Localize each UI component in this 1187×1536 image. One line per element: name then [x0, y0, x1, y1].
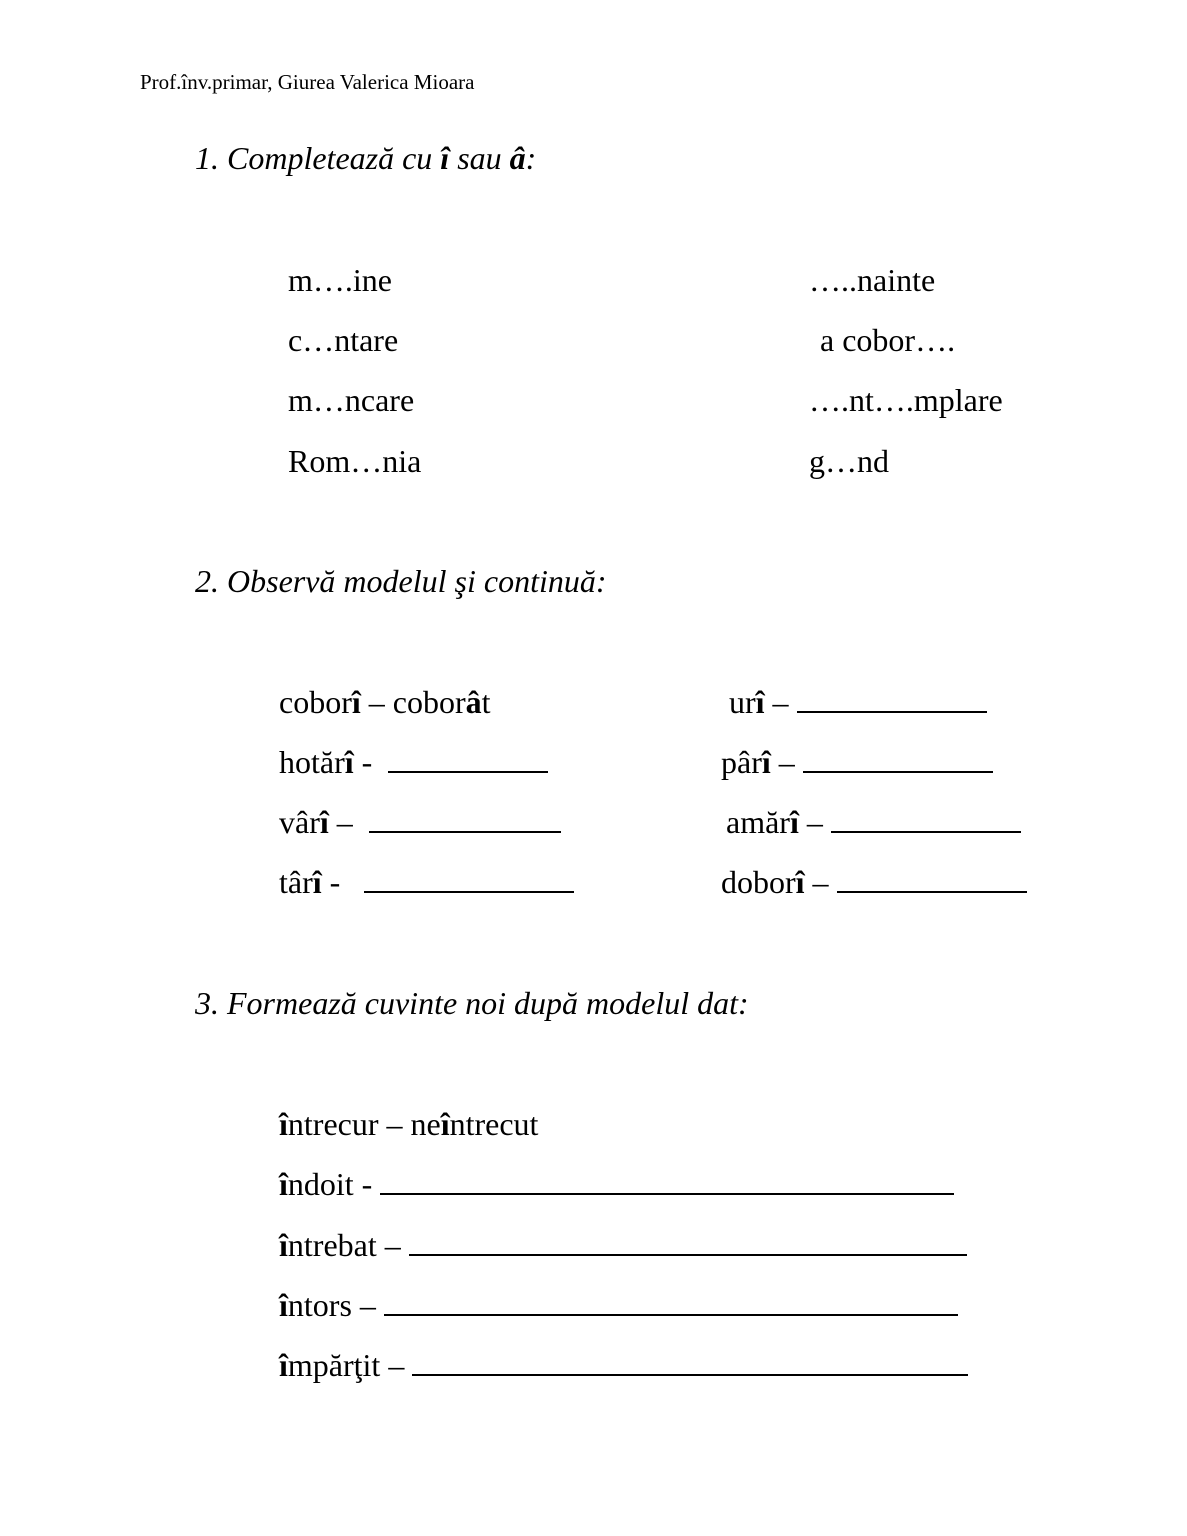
ex1-left-word: c…ntare: [288, 322, 399, 358]
ex1-left-word: m…ncare: [288, 382, 415, 418]
answer-line[interactable]: [797, 687, 987, 713]
word: ndoit -: [287, 1166, 381, 1202]
answer-line[interactable]: [409, 1230, 967, 1256]
ex1-heading-letter-a: â: [509, 140, 526, 176]
sep: –: [328, 804, 369, 840]
letter: î: [344, 744, 354, 780]
word: ntors –: [287, 1287, 384, 1323]
letter: î: [312, 864, 322, 900]
ex1-left-word: Rom…nia: [288, 443, 422, 479]
exercise-3-heading: 3. Formează cuvinte noi după modelul dat:: [195, 985, 749, 1021]
answer-line[interactable]: [380, 1169, 954, 1195]
ex3-item: [279, 1287, 958, 1324]
word: hotăr: [279, 744, 345, 780]
exercise-2-heading: 2. Observă modelul şi continuă:: [195, 563, 607, 599]
exercise-1-heading: [195, 140, 536, 177]
letter: î: [279, 1227, 288, 1263]
ex2-right-item: [721, 864, 1027, 901]
ex2-left-item: [279, 744, 548, 781]
ex1-heading-post: :: [525, 140, 537, 176]
letter: î: [440, 1106, 450, 1142]
letter: î: [279, 1347, 288, 1383]
ex2-model-sep: –: [360, 684, 393, 720]
letter: î: [279, 1287, 288, 1323]
letter: î: [755, 684, 765, 720]
word: târ: [279, 864, 313, 900]
word: mpărţit –: [287, 1347, 413, 1383]
ex1-right-word: g…nd: [809, 443, 889, 479]
ex2-right-item: [726, 804, 1021, 841]
answer-line[interactable]: [831, 807, 1021, 833]
word: pâr: [721, 744, 762, 780]
ex2-model-w2a: cobor: [392, 684, 466, 720]
answer-line[interactable]: [803, 747, 993, 773]
sep: -: [321, 864, 365, 900]
answer-line[interactable]: [369, 807, 561, 833]
ex1-left-word: m….ine: [288, 262, 392, 298]
letter: î: [319, 804, 329, 840]
answer-line[interactable]: [412, 1350, 968, 1376]
author-header: Prof.înv.primar, Giurea Valerica Mioara: [140, 70, 475, 94]
ex3-item: [279, 1227, 967, 1264]
word: ur: [729, 684, 756, 720]
ex2-model-w2c: t: [481, 684, 491, 720]
ex2-right-item: [729, 684, 987, 721]
answer-line[interactable]: [388, 747, 548, 773]
letter: î: [761, 744, 771, 780]
sep: -: [353, 744, 389, 780]
sep: –: [798, 804, 831, 840]
ex2-model: [279, 684, 491, 721]
letter: î: [279, 1106, 288, 1142]
word: vâr: [279, 804, 320, 840]
ex2-left-item: [279, 864, 574, 901]
ex1-right-word: …..nainte: [809, 262, 936, 298]
ex3-item: [279, 1347, 968, 1384]
word: amăr: [726, 804, 790, 840]
letter: î: [795, 864, 805, 900]
ex2-model-w1b: î: [351, 684, 361, 720]
sep: –: [804, 864, 837, 900]
ex1-heading-mid: sau: [449, 140, 510, 176]
ex1-heading-pre: 1. Completează cu: [195, 140, 441, 176]
letter: î: [789, 804, 799, 840]
ex3-model: [279, 1106, 538, 1143]
ex2-left-item: [279, 804, 561, 841]
word: ntrecur – ne: [287, 1106, 441, 1142]
answer-line[interactable]: [364, 867, 574, 893]
ex2-right-item: [721, 744, 993, 781]
sep: –: [770, 744, 803, 780]
word: ntrecut: [449, 1106, 539, 1142]
answer-line[interactable]: [837, 867, 1027, 893]
ex1-right-word: ….nt….mplare: [809, 382, 1003, 418]
ex3-item: [279, 1166, 954, 1203]
ex1-right-word: a cobor….: [820, 322, 956, 358]
ex2-model-w1a: cobor: [279, 684, 352, 720]
ex2-model-w2b: â: [465, 684, 482, 720]
answer-line[interactable]: [384, 1290, 958, 1316]
letter: î: [279, 1166, 288, 1202]
word: ntrebat –: [287, 1227, 409, 1263]
word: dobor: [721, 864, 796, 900]
ex1-heading-letter-i: î: [440, 140, 450, 176]
sep: –: [764, 684, 797, 720]
